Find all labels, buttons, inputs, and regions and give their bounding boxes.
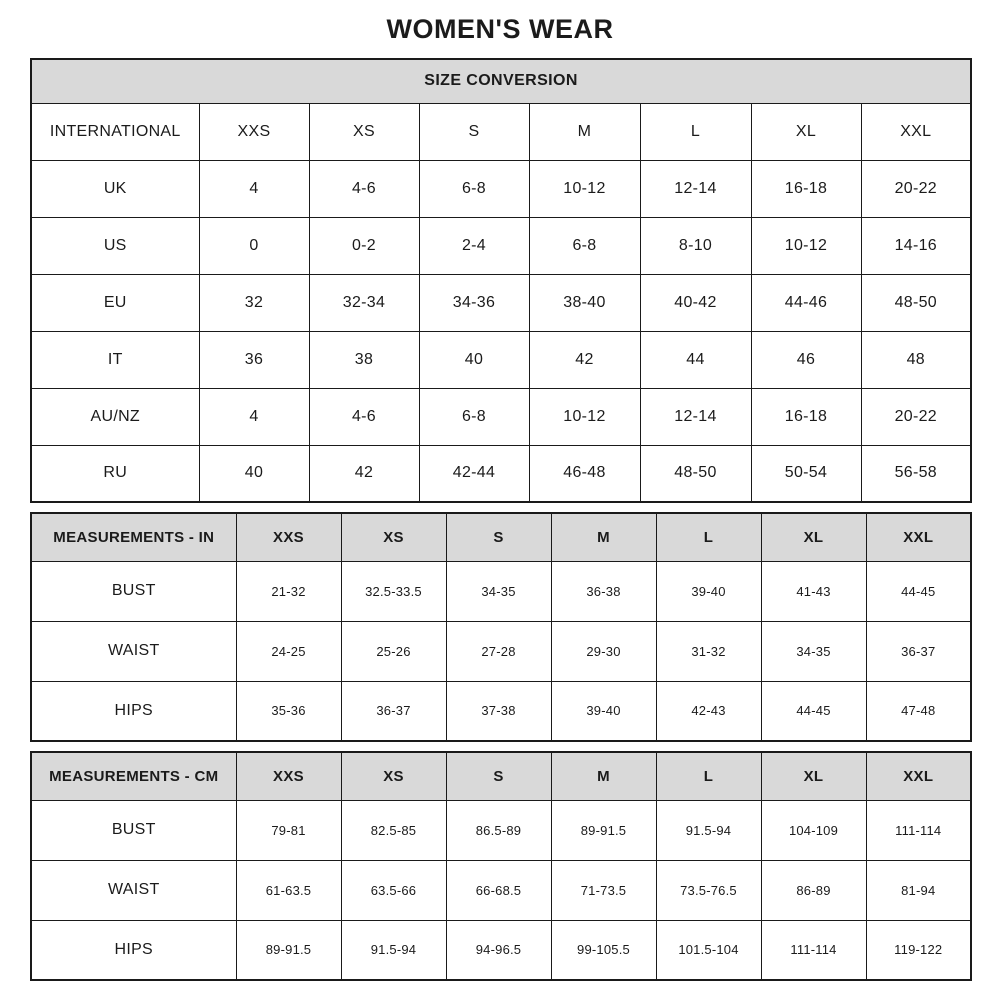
measurement-cell: 89-91.5 (236, 920, 341, 980)
measurement-cell: 47-48 (866, 681, 971, 741)
size-cell: 10-12 (751, 217, 861, 274)
size-cell: 4-6 (309, 160, 419, 217)
measurement-cell: 41-43 (761, 561, 866, 621)
measurement-cell: 34-35 (761, 621, 866, 681)
size-cell: 50-54 (751, 445, 861, 502)
size-conversion-table (30, 58, 972, 503)
measurement-cell: 86-89 (761, 860, 866, 920)
measurement-cell: 79-81 (236, 800, 341, 860)
table-row (31, 103, 971, 160)
column-header: M (551, 513, 656, 561)
measurements-in-table (30, 512, 972, 742)
table-row (31, 800, 971, 860)
measurement-cell: 24-25 (236, 621, 341, 681)
column-header: XS (341, 752, 446, 800)
measurement-cell: 119-122 (866, 920, 971, 980)
size-cell: 46-48 (529, 445, 640, 502)
table-row (31, 445, 971, 502)
measurement-cell: 35-36 (236, 681, 341, 741)
size-cell: 34-36 (419, 274, 529, 331)
column-header: L (656, 513, 761, 561)
size-cell: 42 (309, 445, 419, 502)
size-cell: 12-14 (640, 160, 751, 217)
size-cell: 2-4 (419, 217, 529, 274)
row-label: US (31, 217, 199, 274)
column-header: XXS (199, 103, 309, 160)
measurement-cell: 37-38 (446, 681, 551, 741)
table-row (31, 920, 971, 980)
size-cell: 32 (199, 274, 309, 331)
table-row (31, 274, 971, 331)
column-header: L (656, 752, 761, 800)
column-header: XS (341, 513, 446, 561)
column-header: XXL (861, 103, 971, 160)
column-header: XXS (236, 752, 341, 800)
table-row (31, 388, 971, 445)
measurement-cell: 81-94 (866, 860, 971, 920)
column-header: S (446, 513, 551, 561)
size-cell: 40 (419, 331, 529, 388)
measurement-cell: 73.5-76.5 (656, 860, 761, 920)
measurement-cell: 94-96.5 (446, 920, 551, 980)
measurement-cell: 99-105.5 (551, 920, 656, 980)
size-cell: 42 (529, 331, 640, 388)
measurement-cell: 44-45 (866, 561, 971, 621)
size-cell: 36 (199, 331, 309, 388)
measurement-cell: 39-40 (656, 561, 761, 621)
size-cell: 10-12 (529, 388, 640, 445)
column-header: INTERNATIONAL (31, 103, 199, 160)
measurement-cell: 89-91.5 (551, 800, 656, 860)
row-label: WAIST (31, 860, 236, 920)
row-label: BUST (31, 561, 236, 621)
measurement-cell: 36-37 (866, 621, 971, 681)
column-header: XL (751, 103, 861, 160)
size-cell: 48-50 (640, 445, 751, 502)
size-cell: 46 (751, 331, 861, 388)
size-cell: 42-44 (419, 445, 529, 502)
size-cell: 8-10 (640, 217, 751, 274)
size-cell: 56-58 (861, 445, 971, 502)
size-cell: 6-8 (529, 217, 640, 274)
column-header: M (529, 103, 640, 160)
size-cell: 48 (861, 331, 971, 388)
size-cell: 44-46 (751, 274, 861, 331)
measurement-cell: 66-68.5 (446, 860, 551, 920)
measurement-cell: 104-109 (761, 800, 866, 860)
column-header: M (551, 752, 656, 800)
row-label: BUST (31, 800, 236, 860)
size-cell: 44 (640, 331, 751, 388)
table-row (31, 513, 971, 561)
measurement-cell: 36-37 (341, 681, 446, 741)
measurement-cell: 44-45 (761, 681, 866, 741)
size-cell: 4 (199, 160, 309, 217)
size-cell: 38 (309, 331, 419, 388)
measurement-cell: 86.5-89 (446, 800, 551, 860)
table-title: MEASUREMENTS - IN (31, 513, 236, 561)
size-cell: 4 (199, 388, 309, 445)
row-label: AU/NZ (31, 388, 199, 445)
size-cell: 48-50 (861, 274, 971, 331)
table-title: MEASUREMENTS - CM (31, 752, 236, 800)
size-cell: 16-18 (751, 160, 861, 217)
measurement-cell: 34-35 (446, 561, 551, 621)
table-row (31, 331, 971, 388)
measurement-cell: 25-26 (341, 621, 446, 681)
column-header: XS (309, 103, 419, 160)
table-row (31, 217, 971, 274)
table-row (31, 160, 971, 217)
row-label: IT (31, 331, 199, 388)
measurement-cell: 61-63.5 (236, 860, 341, 920)
size-cell: 0-2 (309, 217, 419, 274)
table-row (31, 59, 971, 103)
size-cell: 6-8 (419, 388, 529, 445)
row-label: HIPS (31, 681, 236, 741)
table-row (31, 860, 971, 920)
measurement-cell: 91.5-94 (656, 800, 761, 860)
measurement-cell: 42-43 (656, 681, 761, 741)
measurement-cell: 91.5-94 (341, 920, 446, 980)
size-cell: 4-6 (309, 388, 419, 445)
row-label: UK (31, 160, 199, 217)
page-title: WOMEN'S WEAR (386, 14, 614, 44)
size-cell: 6-8 (419, 160, 529, 217)
column-header: XL (761, 752, 866, 800)
measurement-cell: 111-114 (761, 920, 866, 980)
size-cell: 10-12 (529, 160, 640, 217)
size-cell: 20-22 (861, 388, 971, 445)
size-cell: 40 (199, 445, 309, 502)
measurement-cell: 39-40 (551, 681, 656, 741)
size-cell: 16-18 (751, 388, 861, 445)
measurement-cell: 111-114 (866, 800, 971, 860)
column-header: XXS (236, 513, 341, 561)
size-cell: 38-40 (529, 274, 640, 331)
size-cell: 40-42 (640, 274, 751, 331)
size-cell: 20-22 (861, 160, 971, 217)
table-row (31, 752, 971, 800)
column-header: XXL (866, 513, 971, 561)
table-row (31, 681, 971, 741)
table-title: SIZE CONVERSION (31, 59, 971, 103)
measurement-cell: 29-30 (551, 621, 656, 681)
column-header: L (640, 103, 751, 160)
row-label: HIPS (31, 920, 236, 980)
size-cell: 0 (199, 217, 309, 274)
measurement-cell: 71-73.5 (551, 860, 656, 920)
row-label: RU (31, 445, 199, 502)
column-header: S (419, 103, 529, 160)
row-label: EU (31, 274, 199, 331)
measurement-cell: 63.5-66 (341, 860, 446, 920)
measurement-cell: 27-28 (446, 621, 551, 681)
measurement-cell: 36-38 (551, 561, 656, 621)
size-cell: 12-14 (640, 388, 751, 445)
table-row (31, 621, 971, 681)
row-label: WAIST (31, 621, 236, 681)
table-row (31, 561, 971, 621)
column-header: XL (761, 513, 866, 561)
column-header: S (446, 752, 551, 800)
measurement-cell: 32.5-33.5 (341, 561, 446, 621)
size-cell: 14-16 (861, 217, 971, 274)
measurement-cell: 82.5-85 (341, 800, 446, 860)
measurements-cm-table (30, 751, 972, 981)
measurement-cell: 101.5-104 (656, 920, 761, 980)
column-header: XXL (866, 752, 971, 800)
measurement-cell: 31-32 (656, 621, 761, 681)
size-cell: 32-34 (309, 274, 419, 331)
measurement-cell: 21-32 (236, 561, 341, 621)
